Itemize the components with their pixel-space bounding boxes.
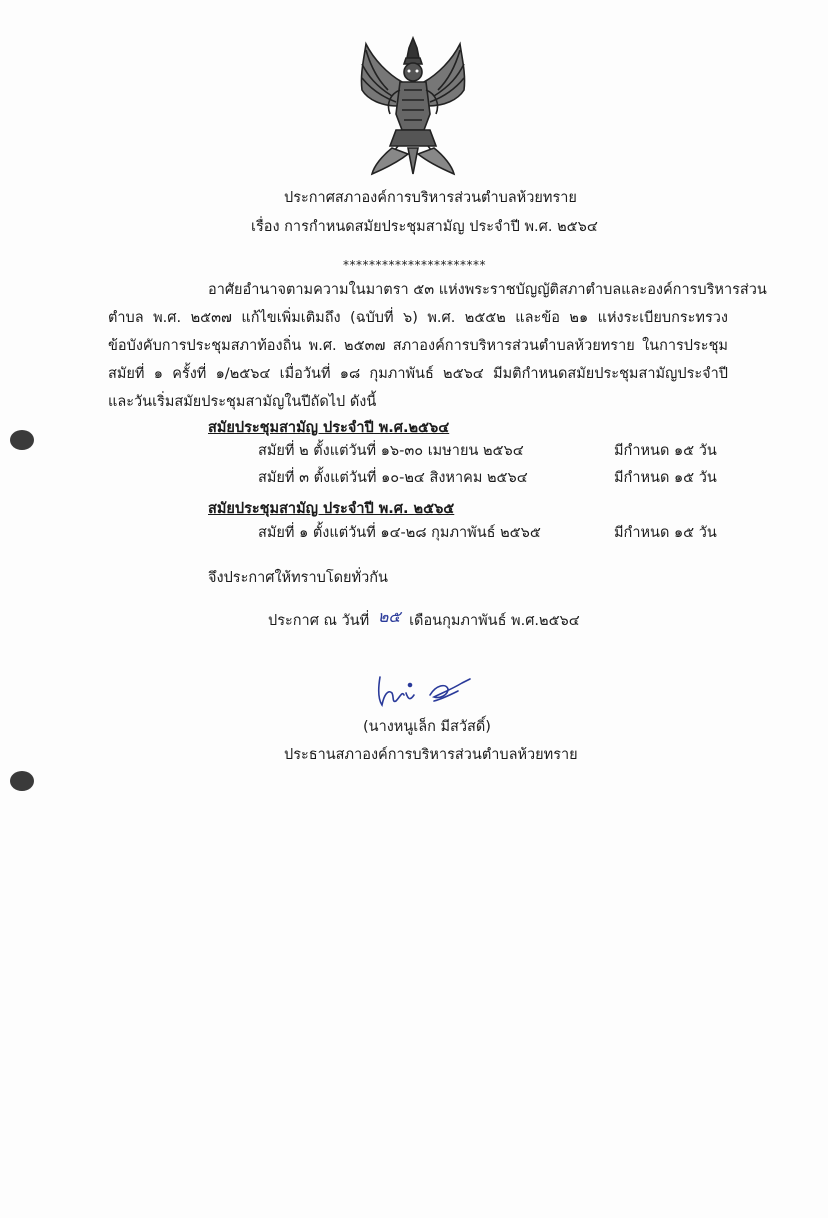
session-duration: มีกำหนด ๑๕ วัน [614, 443, 717, 459]
punch-hole [10, 771, 34, 791]
closing-statement: จึงประกาศให้ทราบโดยทั่วกัน [208, 570, 388, 586]
session-item: สมัยที่ ๒ ตั้งแต่วันที่ ๑๖-๓๐ เมษายน ๒๕๖๔ [258, 443, 524, 459]
paragraph-line: ตำบล พ.ศ. ๒๕๓๗ แก้ไขเพิ่มเติมถึง (ฉบับที่ ๖) พ.ศ. ๒๕๕๒ และข้อ ๒๑ แห่งระเบียบกระทรวง [108, 310, 728, 326]
section-heading-2565: สมัยประชุมสามัญ ประจำปี พ.ศ. ๒๕๖๕ [208, 501, 455, 517]
date-prefix: ประกาศ ณ วันที่ [268, 613, 370, 629]
document-subject: เรื่อง การกำหนดสมัยประชุมสามัญ ประจำปี พ.ศ. ๒๕๖๔ [251, 219, 598, 235]
announcement-date [268, 607, 580, 631]
body-paragraph [108, 276, 767, 416]
section-heading-2564: สมัยประชุมสามัญ ประจำปี พ.ศ.๒๕๖๔ [208, 420, 450, 436]
paragraph-line: อาศัยอำนาจตามความในมาตรา ๕๓ แห่งพระราชบัญญัติสภาตำบลและองค์การบริหารส่วน [208, 282, 767, 298]
session-item: สมัยที่ ๓ ตั้งแต่วันที่ ๑๐-๒๔ สิงหาคม ๒๕๖๔ [258, 470, 528, 486]
garuda-emblem-icon [352, 34, 474, 176]
session-duration: มีกำหนด ๑๕ วัน [614, 525, 717, 541]
signature-icon [370, 665, 490, 715]
date-day-handwritten: ๒๕ [377, 607, 401, 626]
signer-name: (นางหนูเล็ก มีสวัสดิ์) [363, 719, 491, 735]
punch-hole [10, 430, 34, 450]
date-suffix: เดือนกุมภาพันธ์ พ.ศ.๒๕๖๔ [409, 613, 580, 629]
session-duration: มีกำหนด ๑๕ วัน [614, 470, 717, 486]
document-title: ประกาศสภาองค์การบริหารส่วนตำบลห้วยทราย [284, 190, 577, 206]
signer-title: ประธานสภาองค์การบริหารส่วนตำบลห้วยทราย [284, 747, 578, 763]
paragraph-line: ข้อบังคับการประชุมสภาท้องถิ่น พ.ศ. ๒๕๓๗ สภาองค์การบริหารส่วนตำบลห้วยทราย ในการประชุม [108, 338, 728, 354]
separator: ********************** [343, 258, 486, 272]
paragraph-line: และวันเริ่มสมัยประชุมสามัญในปีถัดไป ดังนี้ [108, 394, 377, 410]
paragraph-line: สมัยที่ ๑ ครั้งที่ ๑/๒๕๖๔ เมื่อวันที่ ๑๘ กุมภาพันธ์ ๒๕๖๔ มีมติกำหนดสมัยประชุมสามัญประจำปี [108, 366, 728, 382]
session-item: สมัยที่ ๑ ตั้งแต่วันที่ ๑๔-๒๘ กุมภาพันธ์ ๒๕๖๕ [258, 525, 541, 541]
